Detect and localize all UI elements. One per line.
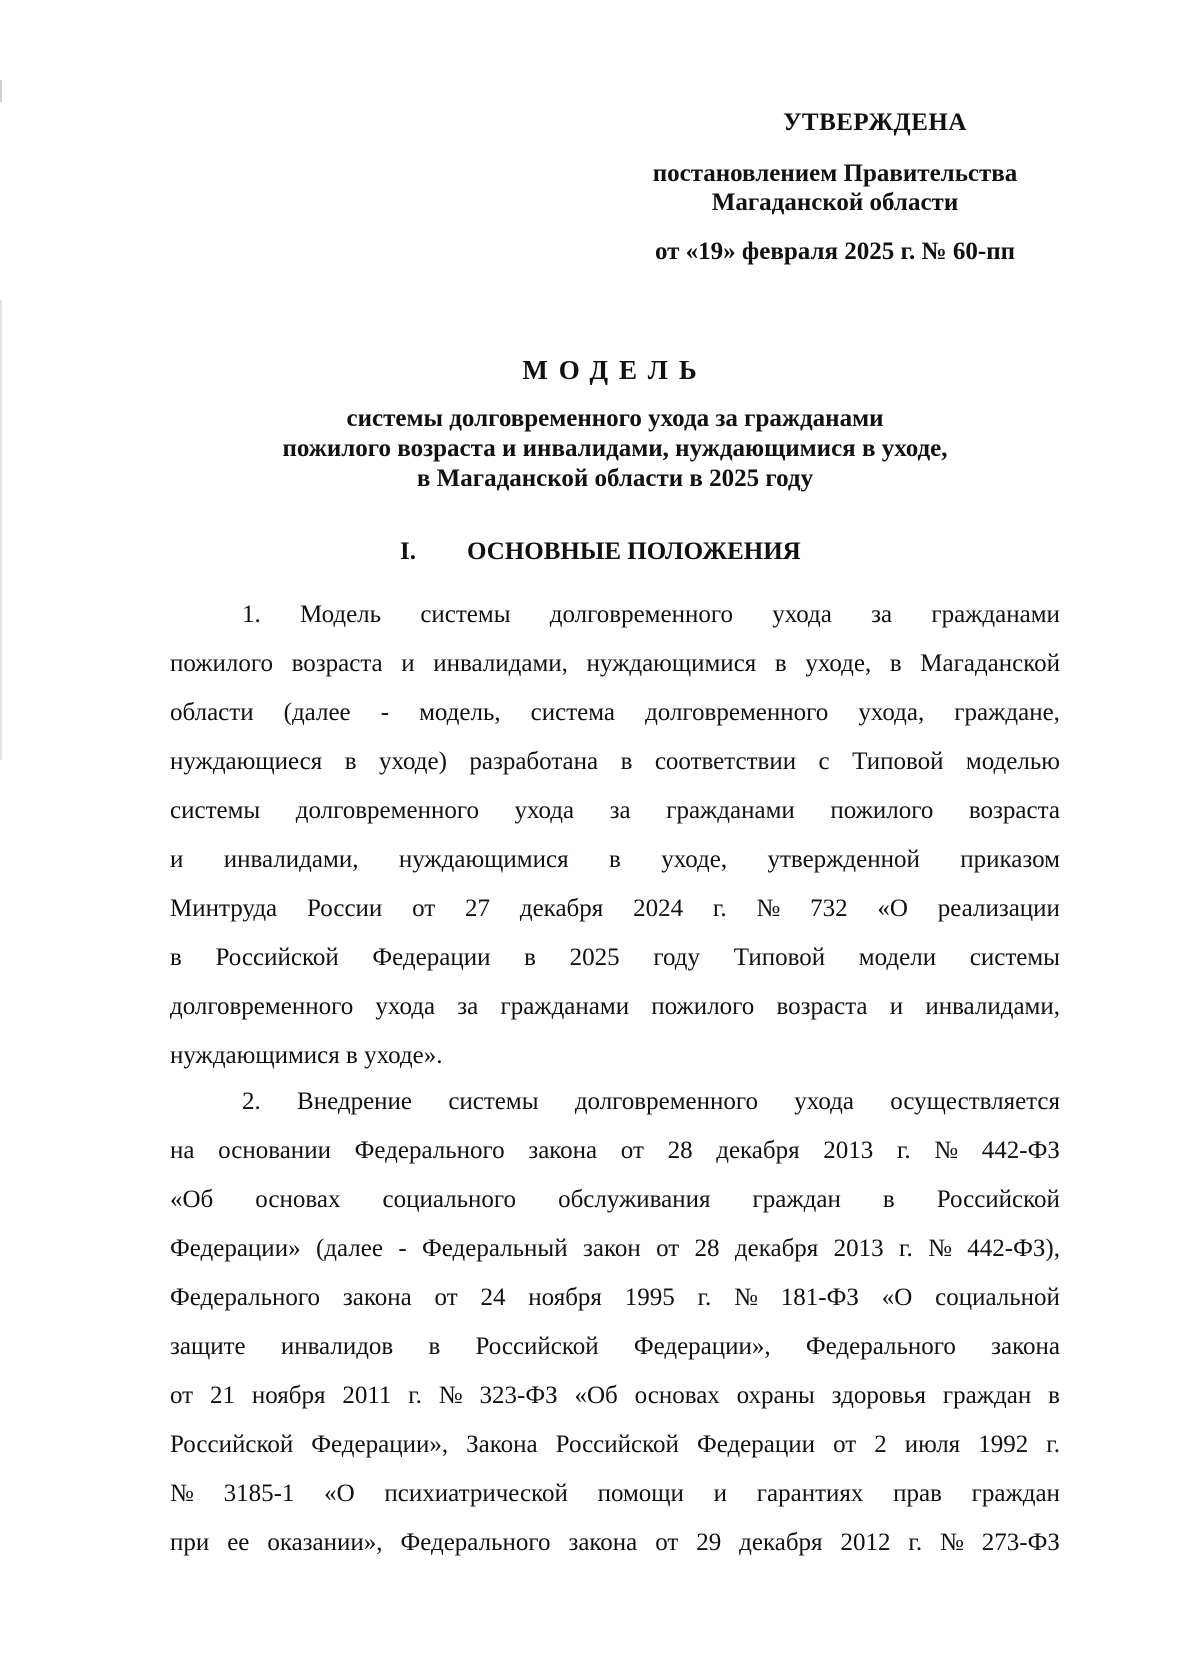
paragraph-line	[170, 835, 1060, 884]
word: 2025	[569, 944, 620, 971]
approval-date: от «19» февраля 2025 г. № 60-пп	[654, 238, 1016, 265]
word: «О	[324, 1480, 355, 1507]
word: №	[934, 1137, 959, 1164]
word: России	[306, 895, 383, 922]
word: в	[428, 1333, 441, 1360]
word: июля	[904, 1431, 961, 1458]
word: возраста	[776, 993, 868, 1020]
word: и	[401, 650, 415, 677]
word: моделью	[965, 748, 1060, 775]
word: закона	[568, 1529, 638, 1556]
word: от	[170, 1382, 194, 1409]
word: №	[438, 1382, 463, 1409]
word: охраны	[736, 1382, 815, 1409]
word: гарантиях	[756, 1480, 864, 1507]
paragraph-line	[170, 1224, 1060, 1273]
word: 2	[874, 1431, 887, 1458]
word: Российской	[936, 1186, 1060, 1213]
word: Федерального	[354, 1137, 505, 1164]
word: нуждающимися	[398, 846, 569, 873]
word: нуждающимися	[170, 1042, 340, 1069]
word: в	[889, 650, 902, 677]
word: 27	[465, 895, 491, 922]
word: нуждающимися	[586, 650, 757, 677]
word: нуждающиеся	[170, 748, 323, 775]
word: -	[398, 1235, 407, 1262]
word: системы	[969, 944, 1060, 971]
word: уходе,	[661, 846, 728, 873]
word: в	[170, 944, 182, 971]
word: ухода,	[858, 699, 925, 726]
word: основании	[218, 1137, 331, 1164]
word: гражданами	[500, 993, 630, 1020]
word: за	[457, 993, 479, 1020]
word: «О	[881, 1284, 913, 1311]
word: г.	[896, 1137, 911, 1164]
scan-edge-mark	[0, 80, 2, 102]
word: граждан	[942, 1382, 1032, 1409]
approval-stamp-block	[600, 108, 1070, 266]
word: основах	[255, 1186, 341, 1213]
word: №	[734, 1284, 758, 1311]
word: системы	[448, 1088, 539, 1115]
word: 2013	[823, 1137, 874, 1164]
word: Типовой	[733, 944, 826, 971]
word: г.	[712, 895, 727, 922]
paragraph-line	[170, 933, 1060, 982]
word: долговременного	[295, 797, 479, 824]
word: ее	[227, 1529, 250, 1556]
word: помощи	[597, 1480, 684, 1507]
word: Типовой	[852, 748, 944, 775]
paragraph-line	[170, 1126, 1060, 1175]
word: приказом	[960, 846, 1060, 873]
word: в	[524, 944, 536, 971]
document-subtitle-line: системы долговременного ухода за гражданами	[346, 405, 884, 432]
word: 181-ФЗ	[780, 1284, 859, 1311]
approval-title: УТВЕРЖДЕНА	[783, 109, 967, 136]
word: №	[756, 895, 781, 922]
word: ухода	[794, 1088, 854, 1115]
paragraph-line	[170, 737, 1060, 786]
word: Российской	[170, 1431, 294, 1458]
word: системы	[420, 601, 511, 628]
word: граждан	[971, 1480, 1060, 1507]
paragraph-line	[170, 1420, 1060, 1469]
word: при	[170, 1529, 210, 1556]
paragraph-line	[170, 786, 1060, 835]
document-subtitle-line: в Магаданской области в 2025 году	[416, 465, 814, 492]
word: Закона	[466, 1431, 538, 1458]
word: 28	[667, 1137, 693, 1164]
word: №	[170, 1480, 194, 1507]
word: ноября	[251, 1382, 326, 1409]
word: и	[170, 846, 184, 873]
word: пожилого	[170, 650, 274, 677]
word: г.	[1046, 1431, 1060, 1458]
word: 2013	[833, 1235, 884, 1262]
word: №	[928, 1235, 952, 1262]
word: основах	[634, 1382, 720, 1409]
word: системы	[170, 797, 261, 824]
word: уходе)	[378, 748, 447, 775]
word: «О	[877, 895, 908, 922]
word: закона	[528, 1137, 598, 1164]
word: долговременного	[574, 1088, 759, 1115]
word: Федерации»,	[633, 1333, 771, 1360]
word: 1.	[242, 601, 261, 628]
paragraph-line	[170, 1469, 1060, 1518]
word: Магаданской	[920, 650, 1060, 677]
word: 732	[810, 895, 848, 922]
word: Федерации»	[170, 1235, 301, 1262]
word: Федерального	[170, 1284, 321, 1311]
paragraph-line	[170, 1322, 1060, 1371]
word: социального	[382, 1186, 517, 1213]
word: разработана	[469, 748, 599, 775]
approval-line: постановлением Правительства	[652, 160, 1018, 187]
paragraph-line	[170, 1175, 1060, 1224]
paragraph-line	[170, 590, 1060, 639]
paragraph-line	[170, 639, 1060, 688]
word: декабря	[519, 895, 604, 922]
word: инвалидами,	[223, 846, 359, 873]
word: в	[882, 1186, 895, 1213]
word: инвалидами,	[925, 993, 1060, 1020]
paragraph-line	[170, 884, 1060, 933]
word: «Об	[170, 1186, 214, 1213]
word: психиатрической	[384, 1480, 568, 1507]
word: 273-ФЗ	[981, 1529, 1060, 1556]
word: соответствии	[654, 748, 797, 775]
word: 442-ФЗ	[981, 1137, 1060, 1164]
paragraph-line	[170, 1518, 1060, 1567]
word: Федерального	[805, 1333, 956, 1360]
word: 2012	[840, 1529, 891, 1556]
paragraph-line	[170, 1077, 1060, 1126]
word: граждан	[752, 1186, 841, 1213]
word: на	[170, 1137, 195, 1164]
word: 21	[209, 1382, 235, 1409]
word: возраста	[968, 797, 1060, 824]
word: с	[818, 748, 830, 775]
word: г.	[697, 1284, 712, 1311]
word: пожилого	[651, 993, 755, 1020]
word: (далее	[283, 699, 351, 726]
word: ухода	[514, 797, 575, 824]
word: возраста	[291, 650, 383, 677]
word: Российской	[475, 1333, 599, 1360]
word: от	[833, 1431, 857, 1458]
word: здоровья	[831, 1382, 927, 1409]
paragraph-line	[170, 688, 1060, 737]
word: 2011	[342, 1382, 392, 1409]
word: в	[774, 650, 787, 677]
word: декабря	[734, 1235, 819, 1262]
paragraph-line	[170, 1031, 1060, 1080]
word: 2.	[242, 1088, 261, 1115]
word: осуществляется	[890, 1088, 1060, 1115]
word: от	[655, 1529, 679, 1556]
word: г.	[899, 1235, 913, 1262]
word: в	[608, 846, 621, 873]
word: граждане,	[954, 699, 1060, 726]
word: Федерального	[400, 1529, 551, 1556]
word: в	[346, 1042, 358, 1069]
word: закона	[342, 1284, 412, 1311]
word: 3185-1	[223, 1480, 295, 1507]
word: году	[653, 944, 700, 971]
word: закон	[582, 1235, 641, 1262]
word: 442-ФЗ),	[967, 1235, 1060, 1262]
word: закона	[991, 1333, 1060, 1360]
word: модель,	[419, 699, 501, 726]
document-title	[170, 355, 1060, 494]
word: декабря	[739, 1529, 823, 1556]
word: Модель	[299, 601, 382, 628]
approval-line: Магаданской области	[711, 189, 959, 216]
word: г.	[408, 1382, 422, 1409]
word: социальной	[935, 1284, 1060, 1311]
word: оказании»,	[267, 1529, 383, 1556]
word: от	[412, 895, 436, 922]
word: и	[889, 993, 904, 1020]
word: в	[344, 748, 357, 775]
word: долговременного	[170, 993, 354, 1020]
word: инвалидов	[280, 1333, 394, 1360]
word: 1992	[978, 1431, 1029, 1458]
word: г.	[908, 1529, 923, 1556]
word: ноября	[528, 1284, 602, 1311]
word: -	[380, 699, 390, 726]
word: ухода	[772, 601, 832, 628]
word: 1995	[624, 1284, 675, 1311]
word: Внедрение	[297, 1088, 413, 1115]
word: уходе».	[364, 1042, 443, 1069]
word: Федеральный	[422, 1235, 568, 1262]
word: инвалидами,	[433, 650, 568, 677]
word: защите	[170, 1333, 246, 1360]
paragraph-line	[170, 982, 1060, 1031]
section-title: ОСНОВНЫЕ ПОЛОЖЕНИЯ	[467, 538, 801, 565]
word: гражданами	[931, 601, 1060, 628]
word: Российской	[555, 1431, 679, 1458]
word: долговременного	[645, 699, 829, 726]
word: Федерации»,	[311, 1431, 449, 1458]
word: и	[713, 1480, 728, 1507]
word: 24	[480, 1284, 506, 1311]
word: реализации	[937, 895, 1060, 922]
word: Федерации	[696, 1431, 816, 1458]
word: за	[609, 797, 631, 824]
paragraph-line	[170, 1273, 1060, 1322]
word: от	[656, 1235, 680, 1262]
paragraph-1	[170, 590, 1060, 1080]
paragraph-line	[170, 1371, 1060, 1420]
word: 2024	[633, 895, 684, 922]
word: долговременного	[549, 601, 733, 628]
word: система	[530, 699, 616, 726]
word: ухода	[375, 993, 436, 1020]
word: утвержденной	[767, 846, 920, 873]
word: 28	[694, 1235, 720, 1262]
word: Минтруда	[170, 895, 278, 922]
word: области	[170, 699, 254, 726]
word: пожилого	[830, 797, 934, 824]
section-number: I.	[400, 538, 416, 565]
document-title-word: МОДЕЛЬ	[522, 355, 708, 385]
word: модели	[858, 944, 937, 971]
word: (далее	[315, 1235, 383, 1262]
word: в	[1048, 1382, 1060, 1409]
paragraph-2	[170, 1077, 1060, 1567]
word: прав	[893, 1480, 942, 1507]
word: №	[940, 1529, 964, 1556]
document-subtitle-line: пожилого возраста и инвалидами, нуждающимися в уходе,	[282, 435, 948, 462]
word: гражданами	[666, 797, 795, 824]
scan-edge-mark	[0, 300, 2, 760]
word: 29	[696, 1529, 722, 1556]
word: от	[620, 1137, 644, 1164]
word: от	[434, 1284, 458, 1311]
word: уходе,	[805, 650, 872, 677]
word: обслуживания	[558, 1186, 711, 1213]
word: декабря	[716, 1137, 800, 1164]
word: 323-ФЗ	[479, 1382, 558, 1409]
word: Федерации	[372, 944, 491, 971]
word: «Об	[574, 1382, 618, 1409]
word: за	[871, 601, 893, 628]
word: Российской	[215, 944, 339, 971]
word: в	[620, 748, 633, 775]
